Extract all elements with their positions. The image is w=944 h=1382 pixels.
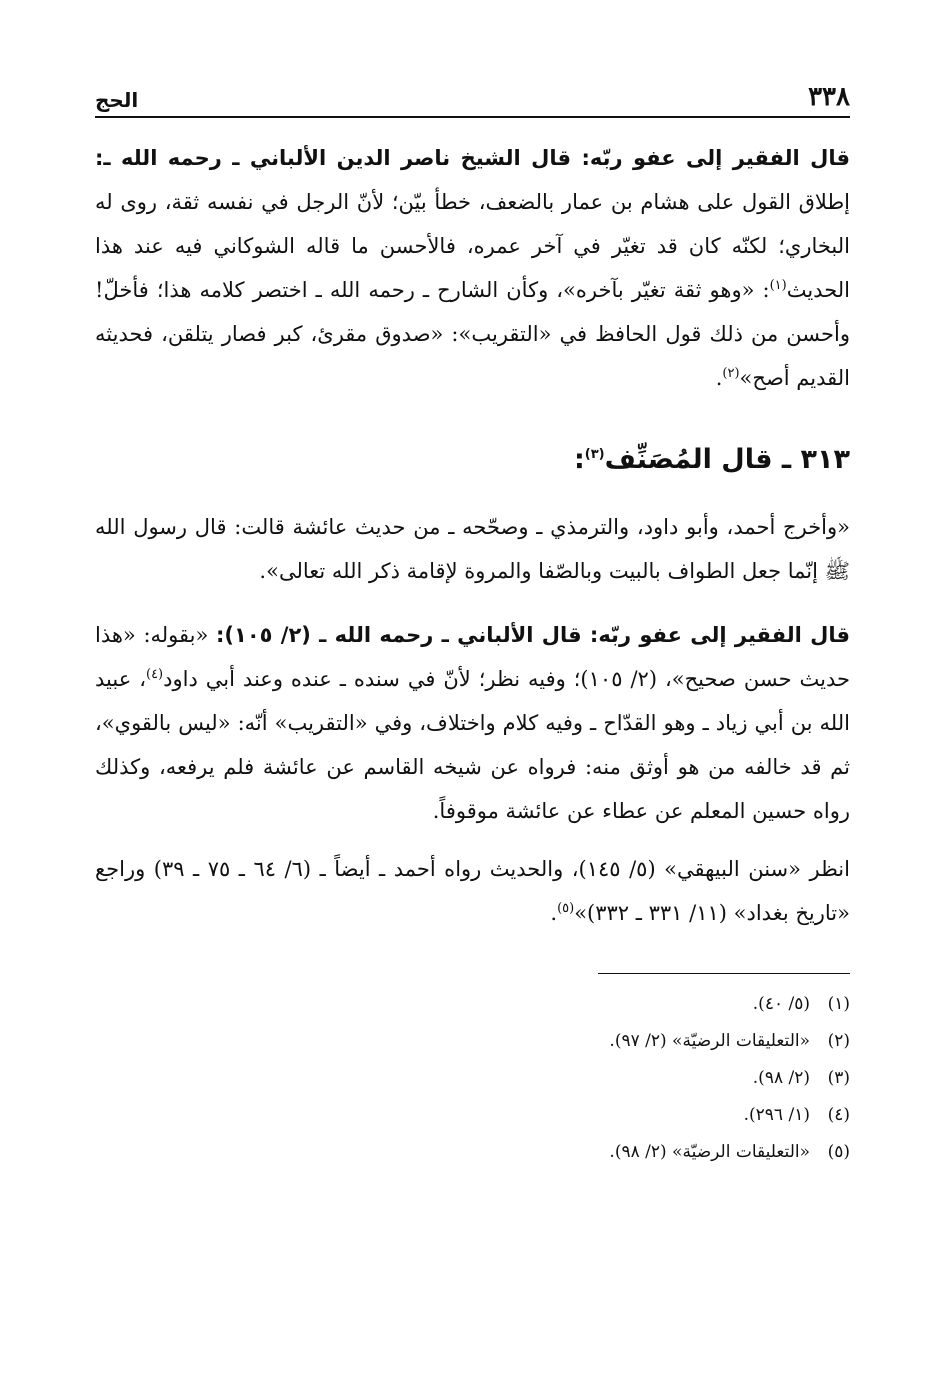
- footnote-text: «التعليقات الرضيّة» (٢/ ٩٧).: [609, 1031, 810, 1051]
- footnote-number: (١): [827, 994, 850, 1014]
- footnote-marker-2: (٢): [722, 366, 740, 381]
- book-page: [95, 72, 850, 1171]
- footnote-marker-4: (٤): [145, 667, 164, 682]
- paragraph-author-quote: «وأخرج أحمد، وأبو داود، والترمذي ـ وصحّحه ـ من حديث عائشة قالت: قال رسول الله ﷺ إنّما جعل الطواف بالبيت وبالصّفا والمروة لإقامة ذكر الله تعالى».: [95, 515, 850, 583]
- paragraph-end: .: [550, 901, 558, 925]
- paragraph-lead: قال الفقير إلى عفو ربّه: قال الألباني ـ رحمه الله ـ (٢/ ١٠٥):: [216, 623, 850, 647]
- footnote-number: (٤): [827, 1105, 850, 1125]
- footnote-text: (١/ ٢٩٦).: [743, 1105, 810, 1125]
- section-heading-313: [95, 444, 850, 475]
- footnote-number: (٢): [827, 1031, 850, 1051]
- paragraph-lead: قال الفقير إلى عفو ربّه: قال الشيخ ناصر الدين الألباني ـ رحمه الله ـ:: [95, 146, 850, 170]
- paragraph-body-continued: : «وهو ثقة تغيّر بآخره»، وكأن الشارح ـ رحمه الله ـ اختصر كلامه هذا؛ فأخلّ! وأحسن من ذلك قول الحافظ في «التقريب»: «صدوق مقرئ، كبر فصار يتلقن، فحديثه القديم أصح»: [95, 278, 850, 390]
- paragraph-body: إطلاق القول على هشام بن عمار بالضعف، خطأ بيّن؛ لأنّ الرجل في نفسه ثقة، روى له البخاري؛ لكنّه كان قد تغيّر في آخر عمره، فالأحسن ما قاله الشوكاني فيه عند هذا الحديث: [95, 190, 850, 302]
- footnotes: [95, 986, 850, 1171]
- paragraph-body: انظر «سنن البيهقي» (٥/ ١٤٥)، والحديث رواه أحمد ـ أيضاً ـ (٦/ ٦٤ ـ ٧٥ ـ ٣٩) وراجع «تاريخ بغداد» (١١/ ٣٣١ ـ ٣٣٢)»: [95, 857, 850, 925]
- paragraph-body-continued: ، عبيد الله بن أبي زياد ـ وهو القدّاح ـ وفيه كلام واختلاف، وفي «التقريب» أنّه: «ليس بالقوي»، ثم قد خالفه من هو أوثق منه: فرواه عن شيخه القاسم عن عائشة فلم يرفعه، وكذلك رواه حسين المعلم عن عطاء عن عائشة موقوفاً.: [95, 667, 850, 823]
- page-number: ٣٣٨: [808, 82, 850, 112]
- footnote-text: «التعليقات الرضيّة» (٢/ ٩٨).: [609, 1142, 810, 1162]
- footnote-marker-5: (٥): [557, 901, 575, 916]
- running-title: الحج: [95, 88, 139, 112]
- section-title: ٣١٣ ـ قال المُصَنِّف: [604, 444, 850, 475]
- footnote-item: [95, 1097, 850, 1134]
- footnote-marker-1: (١): [769, 278, 787, 293]
- section-colon: :: [573, 444, 585, 475]
- paragraph-references: [95, 847, 850, 935]
- footnote-text: (٢/ ٩٨).: [752, 1068, 810, 1088]
- paragraph-albani-comment-2: [95, 613, 850, 833]
- paragraph-albani-comment-1: [95, 136, 850, 400]
- footnote-text: (٥/ ٤٠).: [752, 994, 810, 1014]
- paragraph-body: «بقوله: «هذا حديث حسن صحيح»، (٢/ ١٠٥)؛ وفيه نظر؛ لأنّ في سنده ـ عنده وعند أبي داود: [95, 623, 850, 691]
- footnote-number: (٥): [827, 1142, 850, 1162]
- footnote-divider: [598, 973, 850, 974]
- footnote-item: [95, 1134, 850, 1171]
- footnote-marker-3: (٣): [584, 447, 605, 462]
- footnote-item: [95, 1060, 850, 1097]
- footnote-item: [95, 1023, 850, 1060]
- page-header: [95, 72, 850, 118]
- footnote-item: [95, 986, 850, 1023]
- footnote-number: (٣): [827, 1068, 850, 1088]
- paragraph-end: .: [715, 366, 723, 390]
